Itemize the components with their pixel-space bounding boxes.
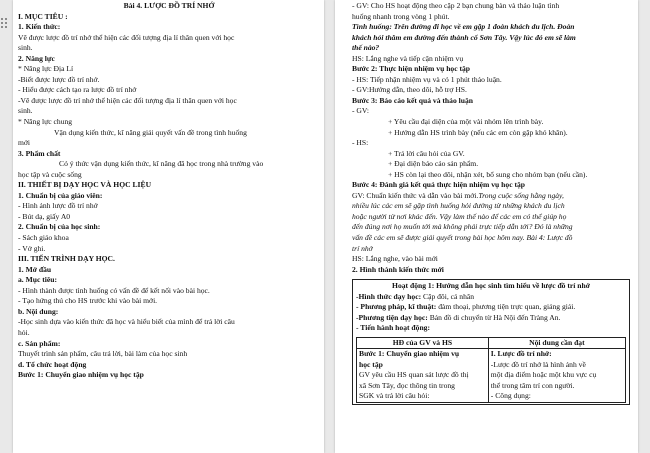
activity-table bbox=[356, 337, 626, 403]
text-line: -Biết được lược đồ trí nhớ. bbox=[18, 74, 100, 84]
text-line: GV yêu cầu HS quan sát lược đồ thị bbox=[359, 370, 469, 380]
text-line: hoặc người từ nơi khác đến. Vậy làm thế nào để các em có thể giúp họ bbox=[352, 211, 567, 221]
text-line: Bước 3: Báo cáo kết quả và thảo luận bbox=[352, 95, 473, 105]
text-line: mới bbox=[18, 138, 31, 148]
activity-box bbox=[352, 279, 630, 405]
page-2-body bbox=[352, 1, 630, 275]
text-line: trí nhớ bbox=[352, 243, 373, 253]
text-line: + HS còn lại theo dõi, nhận xét, bổ sung cho nhóm bạn (nếu cần). bbox=[388, 169, 588, 179]
page-2-text bbox=[352, 1, 630, 405]
text-line: - Tạo hứng thú cho HS trước khi vào bài mới. bbox=[18, 296, 158, 306]
table-header-cell: Nội dung cần đạt bbox=[488, 337, 625, 349]
text-line: + Yêu cầu đại diện của một vài nhóm lên trình bày. bbox=[388, 117, 544, 127]
table-row bbox=[357, 349, 626, 403]
text-line: * Năng lực Địa Lí bbox=[18, 64, 74, 74]
text-line: HS: Lắng nghe và tiếp cận nhiệm vụ bbox=[352, 53, 464, 63]
text-line: + Trả lời câu hỏi của GV. bbox=[388, 148, 465, 158]
text-line: II. THIẾT BỊ DẠY HỌC VÀ HỌC LIỆU bbox=[18, 180, 152, 190]
text-line: thể trong tâm trí con người. bbox=[490, 380, 575, 390]
text-line: hỏi. bbox=[18, 327, 30, 337]
text-line: d. Tổ chức hoạt động bbox=[18, 359, 87, 369]
text-line bbox=[352, 191, 630, 202]
text-line: Bước 1: Chuyển giao nhiệm vụ học tập bbox=[18, 370, 144, 380]
text-line: - Bút dạ, giấy A0 bbox=[18, 211, 71, 221]
text-run: GV: Chuẩn kiến thức và dẫn vào bài mới. bbox=[352, 190, 479, 200]
text-line: Vận dụng kiến thức, kĩ năng giải quyết vấn đề trong tình huống bbox=[54, 127, 247, 137]
text-line: c. Sản phẩm: bbox=[18, 338, 61, 348]
text-line: Có ý thức vận dụng kiến thức, kĩ năng đã học trong nhà trường vào bbox=[59, 159, 264, 169]
activity-means-line: -Phương tiện dạy học: Bản đồ di chuyển từ Hà Nội đến Tràng An. bbox=[356, 312, 561, 322]
text-line: một địa điểm hoặc một khu vực cụ bbox=[490, 370, 597, 380]
text-line: a. Mục tiêu: bbox=[18, 275, 58, 285]
text-line: Bước 2: Thực hiện nhiệm vụ học tập bbox=[352, 64, 471, 74]
text-line: 1. Chuẩn bị của giáo viên: bbox=[18, 190, 103, 200]
activity-title: Hoạt động 1: Hướng dẫn học sinh tìm hiểu về lược đồ trí nhớ bbox=[392, 281, 590, 291]
table-cell-content bbox=[488, 349, 625, 403]
table-header-row bbox=[357, 337, 626, 349]
text-line: - Hình ảnh lược đồ trí nhớ bbox=[18, 201, 98, 211]
text-line: xã Sơn Tây, đọc thông tin trong bbox=[359, 380, 455, 390]
text-line: Bước 1: Chuyển giao nhiệm vụ bbox=[359, 349, 460, 359]
page-1-text bbox=[18, 1, 320, 381]
table-cell-teacher-student bbox=[357, 349, 489, 403]
text-line: học tập bbox=[359, 359, 383, 369]
text-line: b. Nội dung: bbox=[18, 306, 59, 316]
text-line: - Hiểu được cách tạo ra lược đồ trí nhớ bbox=[18, 85, 137, 95]
text-line: - GV: Cho HS hoạt động theo cặp 2 bạn chung bàn và thảo luận tình bbox=[352, 1, 560, 10]
text-line: III. TIẾN TRÌNH DẠY HỌC. bbox=[18, 254, 115, 264]
text-line: 1. Kiến thức: bbox=[18, 22, 61, 32]
document-page-1 bbox=[13, 0, 324, 453]
text-line: - GV: bbox=[352, 106, 369, 116]
activity-process-line: - Tiến hành hoạt động: bbox=[356, 323, 430, 333]
text-line: Bước 4: Đánh giá kết quả thực hiện nhiệm vụ học tập bbox=[352, 180, 526, 190]
text-line: I. MỤC TIÊU : bbox=[18, 11, 68, 21]
text-line: + Đại diện báo cáo sản phẩm. bbox=[388, 159, 479, 169]
table-header-cell: HĐ của GV và HS bbox=[357, 337, 489, 349]
text-line: Thuyết trình sản phẩm, câu trả lời, bài làm của học sinh bbox=[18, 349, 188, 359]
text-line: I. Lược đồ trí nhớ: bbox=[490, 349, 552, 359]
text-line: Tình huống: Trên đường đi học về em gặp 1 đoàn khách du lịch. Đoàn bbox=[352, 22, 575, 32]
drag-handle-icon[interactable] bbox=[1, 18, 9, 30]
text-line: học tập và cuộc sống bbox=[18, 169, 82, 179]
text-line: Vẽ được lược đồ trí nhớ thể hiện các đối tượng địa lí thân quen với học bbox=[18, 32, 235, 42]
text-line: khách hỏi thăm em đường đến thành cổ Sơn Tây. Vậy lúc đó em sẽ làm bbox=[352, 32, 576, 42]
text-line: + Hướng dẫn HS trình bày (nếu các em còn gặp khó khăn). bbox=[388, 127, 568, 137]
text-line: - Sách giáo khoa bbox=[18, 233, 69, 243]
text-line: thế nào? bbox=[352, 43, 380, 53]
activity-method-line: - Phương pháp, kĩ thuật: đàm thoại, phương tiện trực quan, giảng giải. bbox=[356, 302, 576, 312]
text-line: 2. Năng lực bbox=[18, 53, 55, 63]
text-line: -Học sinh dựa vào kiến thức đã học và hiểu biết của mình để trả lời câu bbox=[18, 317, 235, 327]
text-line: - Hình thành được tình huống có vấn đề để kết nối vào bài học. bbox=[18, 285, 210, 295]
text-line: 2. Hình thành kiến thức mới bbox=[352, 264, 444, 274]
text-line: -Lược đồ trí nhớ là hình ảnh về bbox=[490, 359, 586, 369]
text-line: vấn đề các em sẽ được giải quyết trong bài học hôm nay. Bài 4: Lược đồ bbox=[352, 233, 573, 243]
text-line: nhiều lúc các em sẽ gặp tình huống hỏi đường từ những khách du lịch bbox=[352, 201, 565, 211]
text-line: -Vẽ được lược đồ trí nhớ thể hiện các đối tượng địa lí thân quen với học bbox=[18, 95, 237, 105]
text-line: HS: Lắng nghe, vào bài mới bbox=[352, 254, 438, 264]
text-run-italic: Trong cuộc sống hằng ngày, bbox=[478, 190, 564, 200]
text-line: 2. Chuẩn bị của học sinh: bbox=[18, 222, 101, 232]
text-line: Bài 4. LƯỢC ĐỒ TRÍ NHỚ bbox=[123, 1, 215, 10]
text-line: - HS: Tiếp nhận nhiệm vụ và có 1 phút thảo luận. bbox=[352, 74, 502, 84]
text-line: huống nhanh trong vòng 1 phút. bbox=[352, 11, 450, 21]
text-line: * Năng lực chung bbox=[18, 117, 73, 127]
text-line: sinh. bbox=[18, 43, 33, 53]
text-line: sinh. bbox=[18, 106, 33, 116]
text-line: SGK và trả lời câu hỏi: bbox=[359, 391, 430, 401]
document-page-2 bbox=[335, 0, 638, 453]
text-line: - HS: bbox=[352, 138, 369, 148]
text-line: đến đúng nơi họ muốn tới mà không phải trực tiếp dẫn tới? Đó là những bbox=[352, 222, 573, 232]
text-line: 1. Mở đầu bbox=[18, 264, 52, 274]
text-line: 3. Phẩm chất bbox=[18, 148, 61, 158]
text-line: - Công dụng: bbox=[490, 391, 531, 401]
text-line: - GV:Hướng dẫn, theo dõi, hỗ trợ HS. bbox=[352, 85, 467, 95]
text-line: - Vở ghi. bbox=[18, 243, 46, 253]
activity-form-line: -Hình thức dạy học: Cặp đôi, cá nhân bbox=[356, 291, 475, 301]
